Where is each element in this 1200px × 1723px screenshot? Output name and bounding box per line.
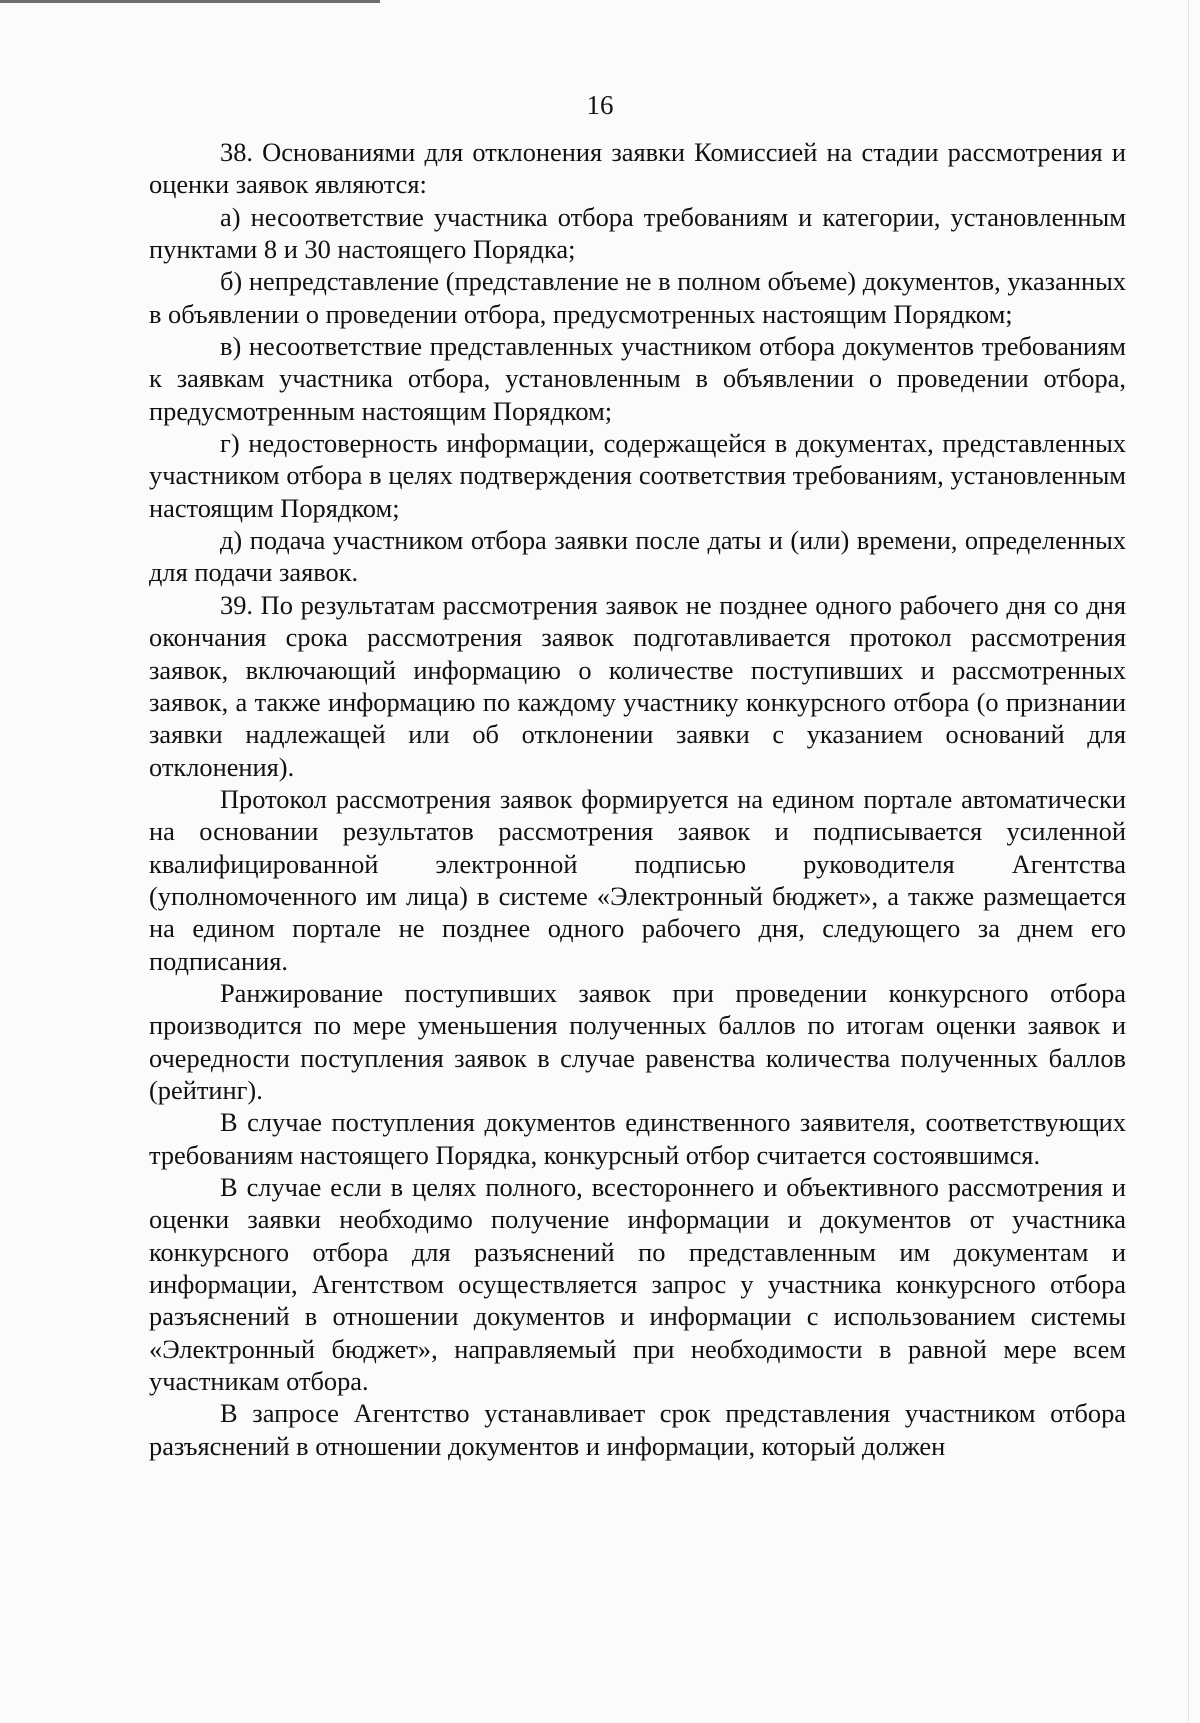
paragraph-clarification-request: В случае если в целях полного, всестороннего и объективного рассмотрения и оценки заявки необходимо получение информации и документов от участника конкурсного отбора для разъяснений по представленным им документам и информации, Агентством осуществляется запрос у участника конкурсного отбора разъяснений в отношении документов и информации с использованием системы «Электронный бюджет», направляемый при необходимости в равной мере всем участникам отбора. bbox=[149, 1172, 1126, 1397]
paragraph-protocol: Протокол рассмотрения заявок формируется на едином портале автоматически на основании результатов рассмотрения заявок и подписывается усиленной квалифицированной электронной подписью руководителя Агентства (уполномоченного им лица) в системе «Электронный бюджет», а также размещается на едином портале не позднее одного рабочего дня, следующего за днем его подписания. bbox=[149, 783, 1126, 976]
paragraph-38-g: г) недостоверность информации, содержащейся в документах, представленных участником отбора в целях подтверждения соответствия требованиям, установленным настоящим Порядком; bbox=[149, 428, 1126, 523]
scan-edge-line bbox=[0, 0, 380, 3]
scan-edge-shadow bbox=[1188, 0, 1189, 1723]
paragraph-single-applicant: В случае поступления документов единственного заявителя, соответствующих требованиям настоящего Порядка, конкурсный отбор считается состоявшимся. bbox=[149, 1107, 1126, 1170]
document-body bbox=[149, 136, 1126, 1462]
paragraph-ranking: Ранжирование поступивших заявок при проведении конкурсного отбора производится по мере уменьшения полученных баллов по итогам оценки заявок и очередности поступления заявок в случае равенства количества полученных баллов (рейтинг). bbox=[149, 977, 1126, 1105]
paragraph-38-a: а) несоответствие участника отбора требованиям и категории, установленным пунктами 8 и 30 настоящего Порядка; bbox=[149, 201, 1126, 265]
paragraph-39: 39. По результатам рассмотрения заявок не позднее одного рабочего дня со дня окончания срока рассмотрения заявок подготавливается протокол рассмотрения заявок, включающий информацию о количестве поступивших и рассмотренных заявок, а также информацию по каждому участнику конкурсного отбора (о признании заявки надлежащей или об отклонении заявки с указанием оснований для отклонения). bbox=[149, 589, 1126, 782]
paragraph-38-v: в) несоответствие представленных участником отбора документов требованиям к заявкам участника отбора, установленным в объявлении о проведении отбора, предусмотренным настоящим Порядком; bbox=[149, 331, 1126, 426]
paragraph-38-d: д) подача участником отбора заявки после даты и (или) времени, определенных для подачи заявок. bbox=[149, 525, 1126, 588]
paragraph-38: 38. Основаниями для отклонения заявки Комиссией на стадии рассмотрения и оценки заявок являются: bbox=[149, 137, 1126, 200]
paragraph-38-b: б) непредставление (представление не в полном объеме) документов, указанных в объявлении о проведении отбора, предусмотренных настоящим Порядком; bbox=[149, 266, 1126, 329]
page-number: 16 bbox=[586, 90, 614, 120]
paragraph-request-deadline: В запросе Агентство устанавливает срок представления участником отбора разъяснений в отношении документов и информации, который должен bbox=[149, 1398, 1126, 1461]
